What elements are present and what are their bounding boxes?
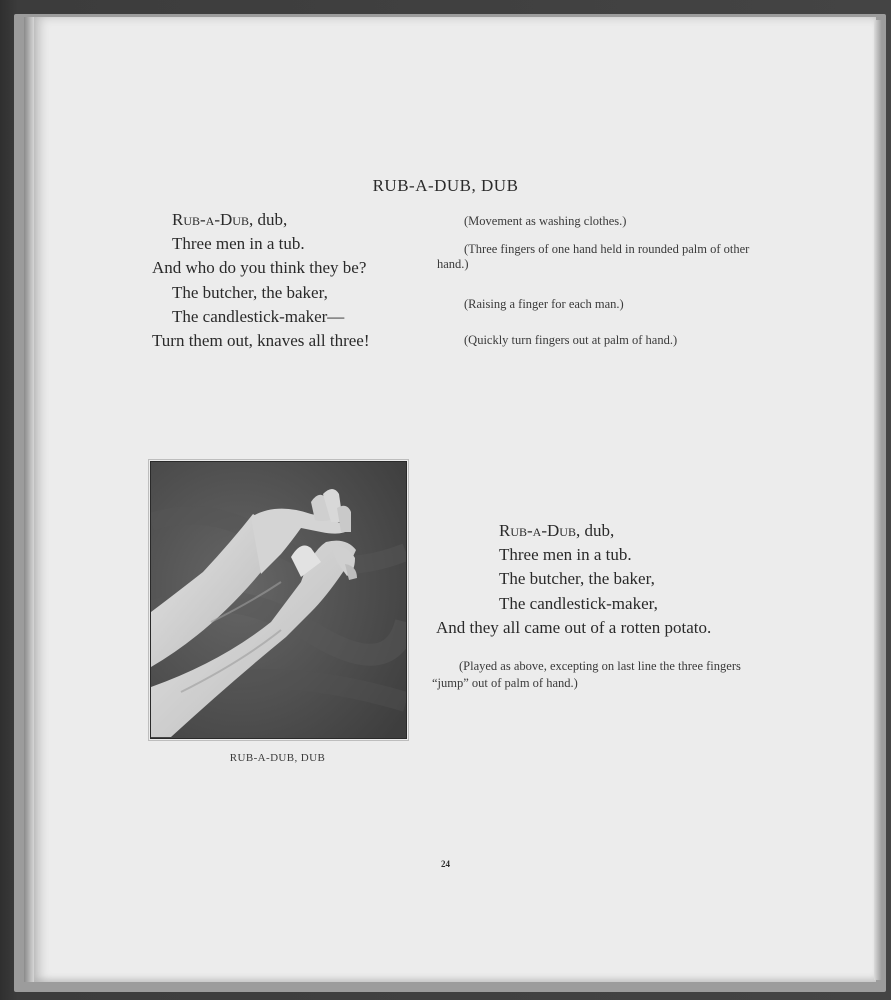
rhyme-verse-1 [152, 208, 420, 353]
verse-line: The candlestick-maker— [172, 306, 345, 326]
rhyme-verse-2 [436, 519, 776, 640]
small-caps-lead: Rub-a-Dub [172, 210, 249, 229]
verse-line: And they all came out of a rotten potato. [436, 617, 712, 637]
small-caps-lead: Rub-a-Dub [499, 521, 576, 540]
verse-line: The candlestick-maker, [499, 593, 658, 613]
direction-note: (Three fingers of one hand held in rounded palm of other hand.) [437, 242, 750, 271]
direction-note: (Raising a finger for each man.) [464, 297, 624, 311]
verse-line [436, 519, 776, 543]
verse-line: Three men in a tub. [499, 545, 632, 565]
verse-line: And who do you think they be? [152, 258, 367, 278]
hands-photograph [150, 461, 407, 739]
verse-line: The butcher, the baker, [172, 282, 328, 302]
page-number: 24 [441, 859, 450, 869]
page-stack-right-edge [874, 20, 882, 980]
verse-line-rest: , dub, [575, 521, 615, 540]
direction-note: (Played as above, excepting on last line the three fingers “jump” out of palm of hand.) [432, 659, 741, 690]
verse-line [152, 208, 420, 232]
verse-line: Turn them out, knaves all three! [152, 331, 370, 351]
page-stack-left-edge [24, 17, 34, 982]
photo-caption: RUB-A-DUB, DUB [229, 752, 326, 764]
direction-note: (Quickly turn fingers out at palm of hand.) [464, 333, 678, 347]
verse-line: Three men in a tub. [172, 234, 305, 254]
page-title: RUB-A-DUB, DUB [372, 176, 519, 195]
hands-illustration [151, 462, 406, 738]
verse-line-rest: , dub, [248, 210, 288, 229]
verse-line: The butcher, the baker, [499, 569, 655, 589]
direction-note: (Movement as washing clothes.) [464, 214, 627, 228]
